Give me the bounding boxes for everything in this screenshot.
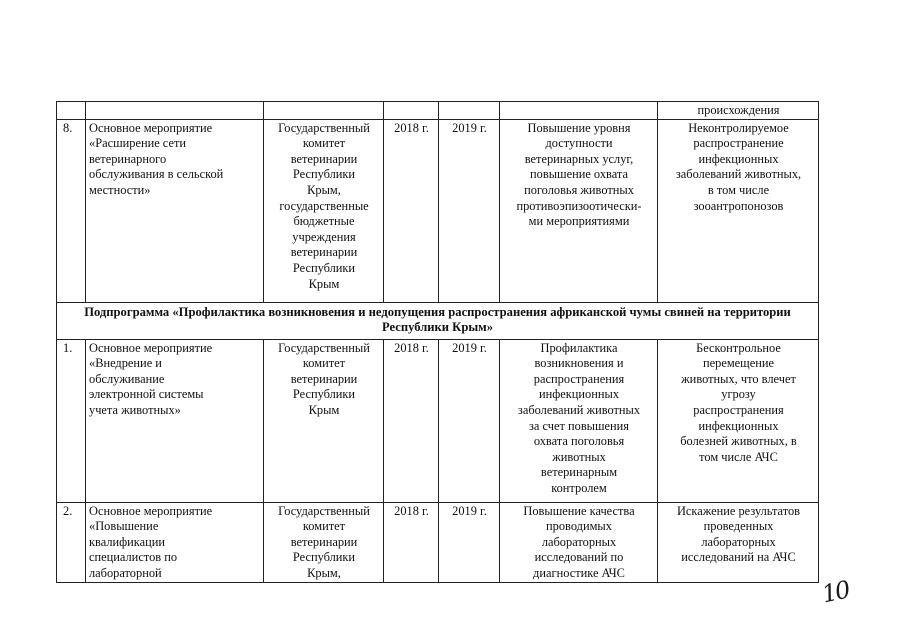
continuation-cell-consequence <box>658 102 819 120</box>
row2-executor-text: Государственный комитет ветеринарии Республики Крым, <box>278 503 370 580</box>
row2-event <box>86 502 264 582</box>
row8-result-text: Повышение уровня доступности ветеринарных услуг, повышение охвата поголовья животных противоэпизоотически- ми мероприятиями <box>516 120 642 229</box>
measures-table <box>56 101 819 583</box>
row2-start-year: 2018 г. <box>384 502 439 582</box>
subprogram-title: Подпрограмма «Профилактика возникновения и недопущения распространения африканской чумы свиней на территории Республики Крым» <box>57 302 819 339</box>
table-row-2 <box>57 502 819 582</box>
row2-result-text: Повышение качества проводимых лабораторных исследований по диагностике АЧС <box>523 503 635 580</box>
row2-end-year: 2019 г. <box>439 502 500 582</box>
row1-event <box>86 339 264 502</box>
row1-executor <box>264 339 384 502</box>
row8-result <box>500 119 658 302</box>
row8-consequence <box>658 119 819 302</box>
continuation-cell-end <box>439 102 500 120</box>
row2-consequence <box>658 502 819 582</box>
row8-event-text: Основное мероприятие «Расширение сети ветеринарного обслуживания в сельской местности» <box>89 120 224 197</box>
row2-result <box>500 502 658 582</box>
continuation-consequence-text: происхождения <box>697 103 780 117</box>
row1-consequence <box>658 339 819 502</box>
continuation-cell-num <box>57 102 86 120</box>
continuation-cell-event <box>86 102 264 120</box>
subprogram-header-row <box>57 302 819 339</box>
row8-executor <box>264 119 384 302</box>
row8-event <box>86 119 264 302</box>
row8-number: 8. <box>57 119 86 302</box>
row8-consequence-text: Неконтролируемое распространение инфекционных заболеваний животных, в том числе зооантропонозов <box>675 120 802 213</box>
row1-event-text: Основное мероприятие «Внедрение и обслуживание электронной системы учета животных» <box>89 340 213 417</box>
page-number: 10 <box>819 575 852 609</box>
table-row-8 <box>57 119 819 302</box>
continuation-cell-executor <box>264 102 384 120</box>
continuation-cell-result <box>500 102 658 120</box>
row2-consequence-text: Искажение результатов проведенных лабораторных исследований на АЧС <box>676 503 801 565</box>
row1-result <box>500 339 658 502</box>
continuation-cell-start <box>384 102 439 120</box>
table-row-continuation <box>57 102 819 120</box>
row1-executor-text: Государственный комитет ветеринарии Республики Крым <box>278 340 370 417</box>
row2-executor <box>264 502 384 582</box>
row1-end-year: 2019 г. <box>439 339 500 502</box>
row8-start-year: 2018 г. <box>384 119 439 302</box>
row1-result-text: Профилактика возникновения и распространения инфекционных заболеваний животных за счет повышения охвата поголовья животных ветеринарным контролем <box>517 340 641 495</box>
row2-event-text: Основное мероприятие «Повышение квалификации специалистов по лабораторной <box>89 503 213 580</box>
row8-end-year: 2019 г. <box>439 119 500 302</box>
row2-number: 2. <box>57 502 86 582</box>
row1-number: 1. <box>57 339 86 502</box>
row8-executor-text: Государственный комитет ветеринарии Республики Крым, государственные бюджетные учреждения ветеринарии Республики Крым <box>278 120 370 291</box>
table-row-1 <box>57 339 819 502</box>
row1-consequence-text: Бесконтрольное перемещение животных, что влечет угрозу распространения инфекционных болезней животных, в том числе АЧС <box>680 340 797 464</box>
row1-start-year: 2018 г. <box>384 339 439 502</box>
